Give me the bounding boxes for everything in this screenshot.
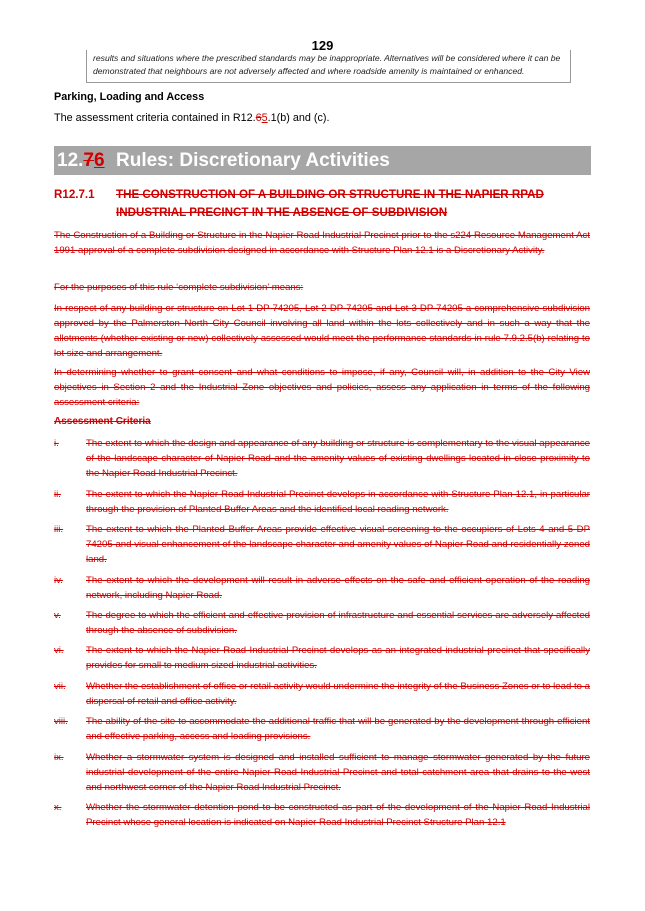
parking-text-after: .1(b) and (c). [267, 112, 330, 124]
criterion-text: The degree to which the efficient and effective provision of infrastructure and essential services are adversely affected through the absence of subdivision. [86, 610, 590, 636]
criterion-item [54, 750, 590, 795]
criterion-number: iv. [54, 575, 63, 586]
criterion-text: Whether the stormwater detention pond to be constructed as part of the development of the Napier Road Industrial Precinct whose general location is indicated on Napier Road Industrial Precinct Structure Plan 12.1 [86, 802, 590, 828]
criterion-item [54, 800, 590, 830]
rule-title [54, 186, 591, 222]
section-prefix: 12. [57, 150, 84, 171]
criterion-item [54, 643, 590, 673]
deleted-text: 6 [255, 112, 262, 124]
criterion-text: The extent to which the development will result in adverse effects on the safe and efficient operation of the roading network, including Napier Road. [86, 575, 590, 601]
inserted-text: 5 [261, 112, 268, 124]
criterion-item [54, 573, 590, 603]
rule-paragraph-1: The Construction of a Building or Structure in the Napier Road Industrial Precinct prior to the s224 Resource Management Act 1991 approval of a complete subdivision designed in accordance with Structure Plan 12.1 is a Discretionary Activity. [54, 230, 590, 256]
page-number: 129 [311, 38, 334, 53]
rule-paragraph-4: In determining whether to grant consent and what conditions to impose, if any, Council will, in addition to the City View objectives in Section 2 and the Industrial Zone objectives and policies, assess any application in terms of the following assessment criteria: [54, 367, 590, 408]
rule-paragraph-3: In respect of any building or structure on Lot 1 DP 74205, Lot 2 DP 74205 and Lot 3 DP 74205 a comprehensive subdivision approved by the Palmerston North City Council involving all land within the lots collectively and in such a way that the allotments (whether existing or new) collectively assessed would meet the performance standards in rule 7.9.2.5(b) relating to lot size and arrangement. [54, 303, 590, 359]
criterion-text: The extent to which the Napier Road Industrial Precinct develops as an integrated industrial precinct that specifically provides for small to medium sized industrial activities. [86, 645, 590, 671]
criterion-number: ii. [54, 489, 61, 500]
parking-heading: Parking, Loading and Access [54, 91, 205, 103]
criterion-text: Whether the establishment of office or retail activity would undermine the integrity of the Business Zones or to lead to a dispersal of retail and office activity. [86, 681, 590, 707]
rule-paragraph-2: For the purposes of this rule ‘complete subdivision’ means: [54, 282, 304, 293]
rule-code: R12.7.1 [54, 188, 95, 201]
criterion-text: The extent to which the Planted Buffer Areas provide effective visual screening to the occupiers of Lots 4 and 5 DP 74205 and visual enhancement of the landscape character and amenity values of Napier Road and residentially zoned land. [86, 524, 590, 565]
criterion-number: i. [54, 438, 59, 449]
criterion-item [54, 608, 590, 638]
criterion-item [54, 487, 590, 517]
criterion-item [54, 522, 590, 567]
criterion-item [54, 679, 590, 709]
criterion-number: vii. [54, 681, 66, 692]
rule-title-line1: THE CONSTRUCTION OF A BUILDING OR STRUCTURE IN THE NAPIER RPAD [116, 188, 544, 201]
criterion-number: x. [54, 802, 62, 813]
criterion-number: vi. [54, 645, 64, 656]
criterion-text: Whether a stormwater system is designed and installed sufficient to manage stormwater generated by the future industrial development of the entire Napier Road Industrial Precinct and total catchment area that drains to the west and northwest corner of the Napier Road Industrial Precinct. [86, 752, 590, 793]
section-number [57, 146, 116, 175]
criterion-item [54, 436, 590, 481]
criterion-text: The extent to which the Napier Road Industrial Precinct develops in accordance with Structure Plan 12.1, in particular through the provision of Planted Buffer Areas and the identified local roading network. [86, 489, 590, 515]
criterion-number: ix. [54, 752, 64, 763]
criterion-text: The ability of the site to accommodate the additional traffic that will be generated by the development through efficient and effective parking, access and loading provisions. [86, 716, 590, 742]
rule-title-line2: INDUSTRIAL PRECINCT IN THE ABSENCE OF SUBDIVISION [116, 206, 448, 219]
criterion-text: The extent to which the design and appearance of any building or structure is complementary to the visual appearance of the landscape character of Napier Road and the amenity values of existing dwellings located in close proximity to the Napier Road Industrial Precinct. [86, 438, 590, 479]
criterion-number: viii. [54, 716, 68, 727]
criterion-item [54, 714, 590, 744]
parking-text-before: The assessment criteria contained in R12. [54, 112, 256, 124]
section-heading [54, 146, 591, 175]
section-inserted: 6 [94, 150, 105, 171]
criterion-number: v. [54, 610, 61, 621]
boxed-note: results and situations where the prescribed standards may be inappropriate. Alternatives will be considered where it can be demonstrated that neighbours are not adversely affected and where roadside amenity is maintained or enhanced. [86, 50, 571, 83]
parking-criteria-text [54, 112, 329, 124]
section-title: Rules: Discretionary Activities [116, 150, 390, 171]
criterion-number: iii. [54, 524, 64, 535]
criteria-heading: Assessment Criteria [54, 416, 151, 427]
section-deleted: 7 [83, 150, 94, 171]
